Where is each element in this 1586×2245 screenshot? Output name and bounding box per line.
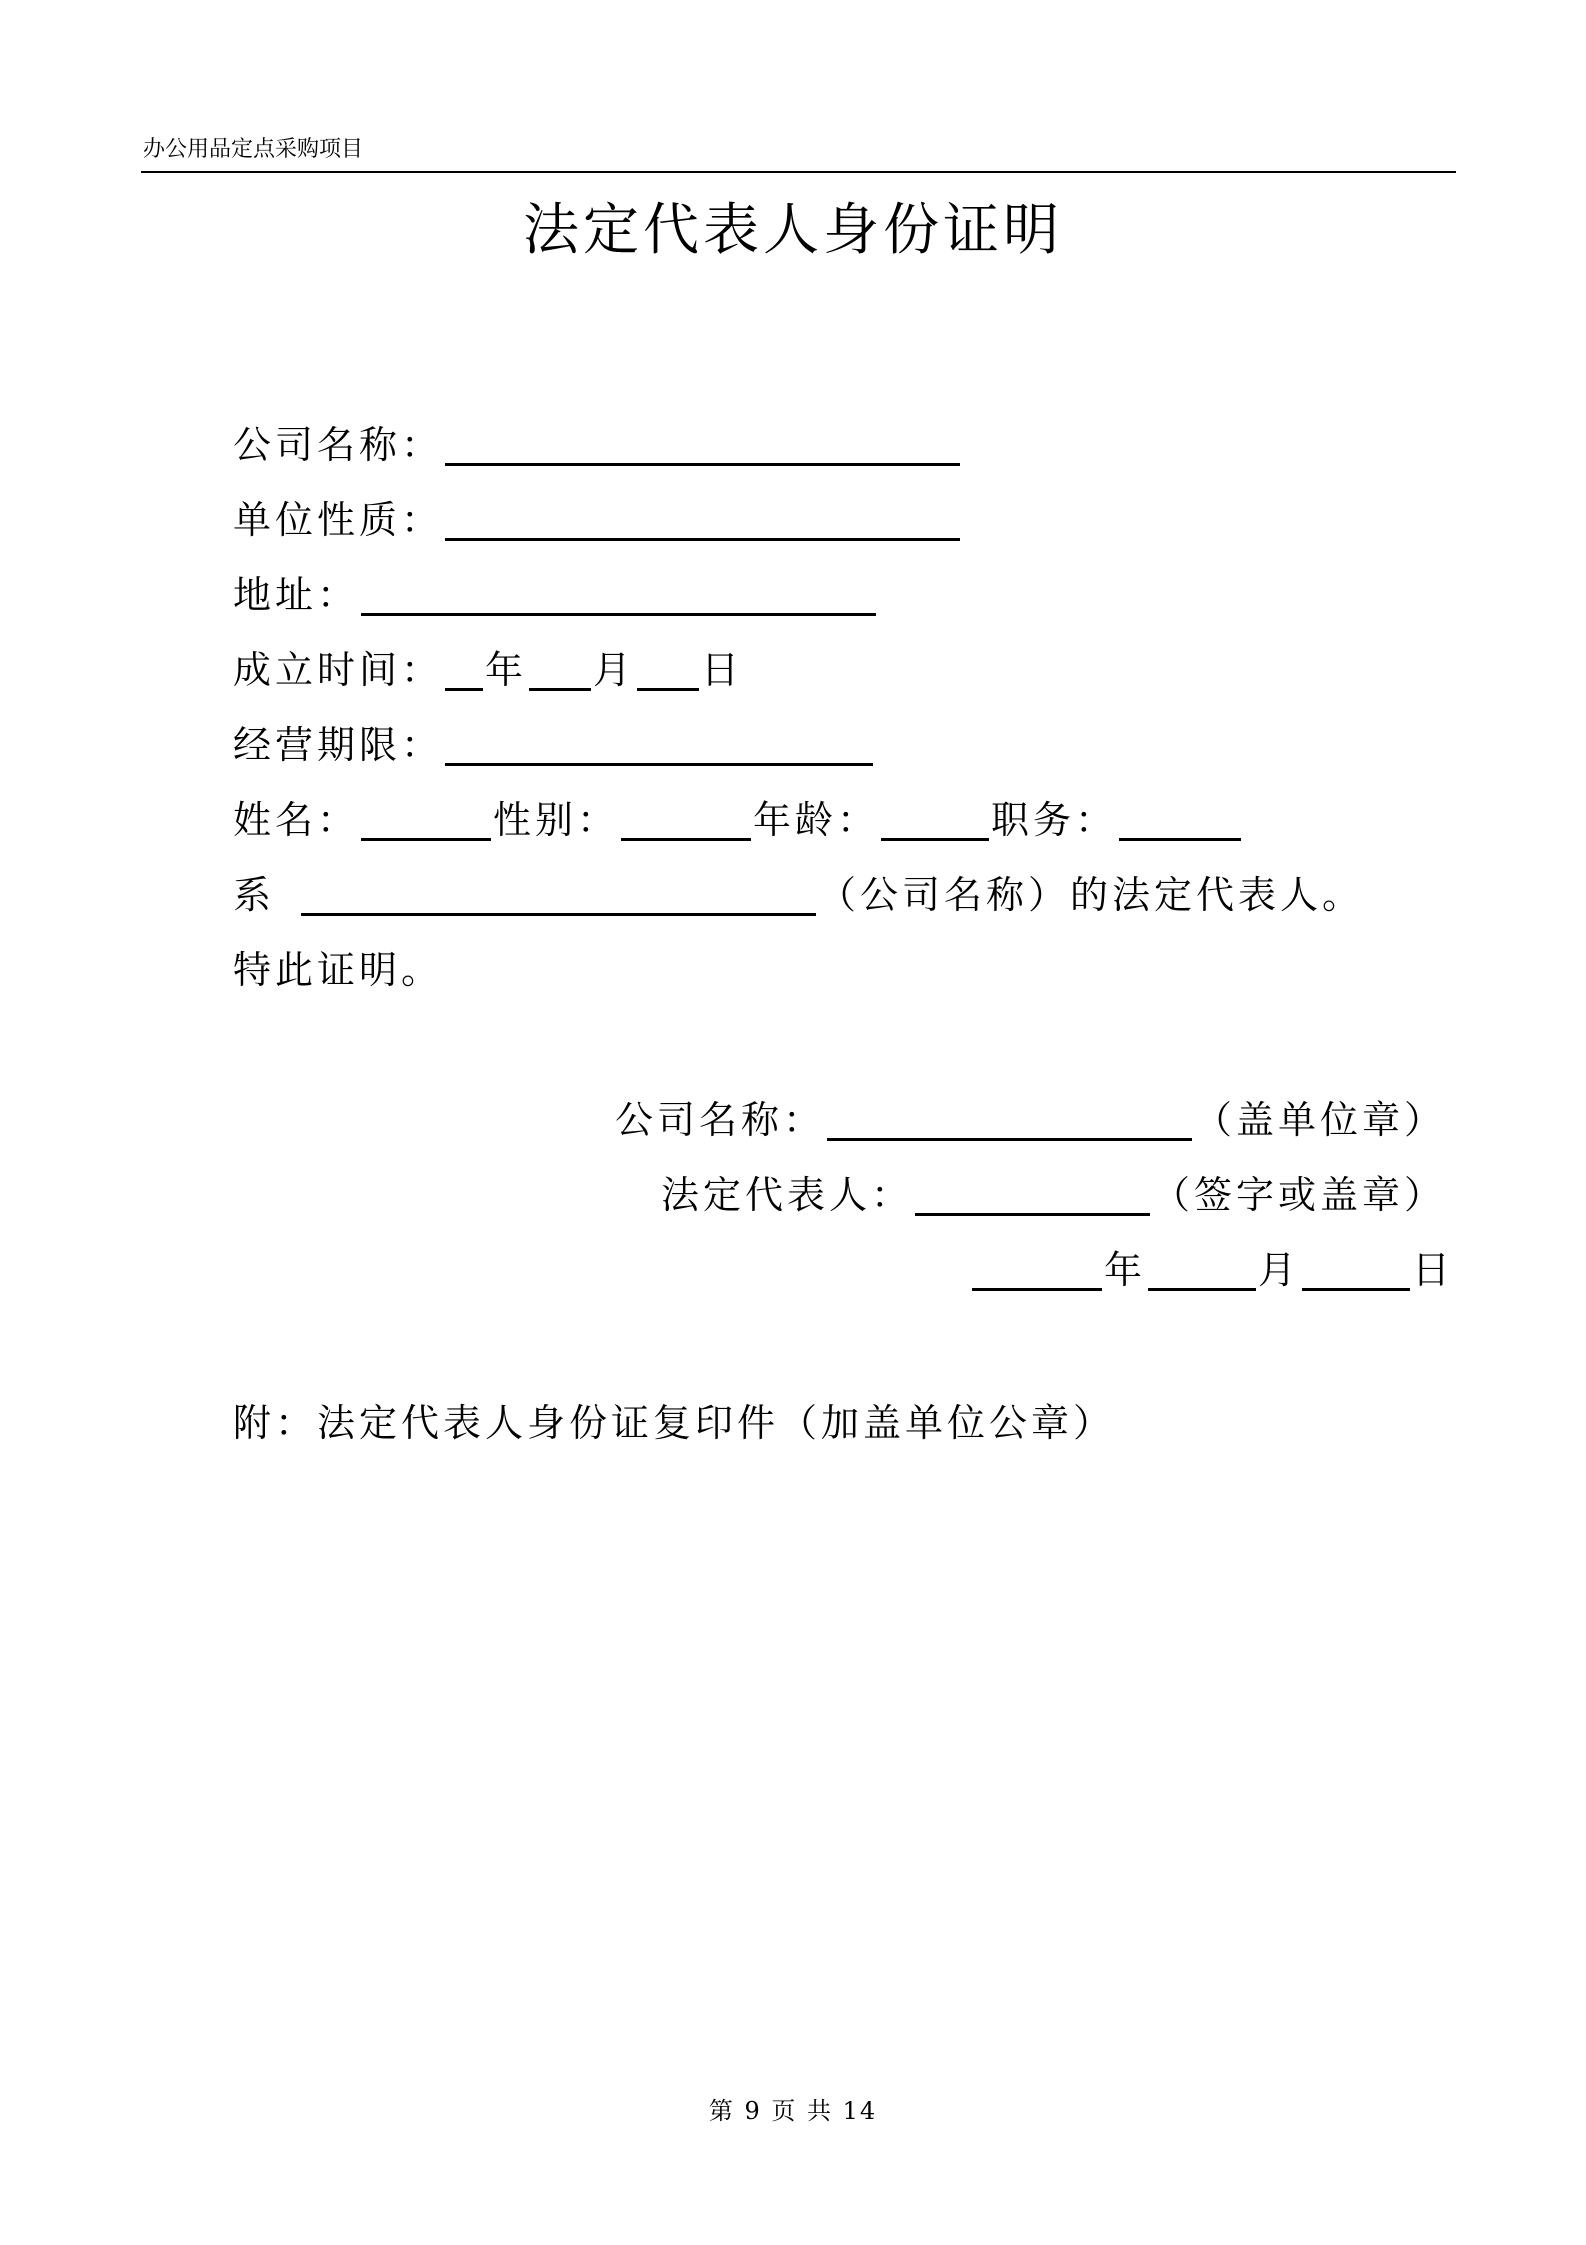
address-label: 地址： xyxy=(233,573,360,617)
age-label: 年龄： xyxy=(753,798,880,842)
established-year-unit: 年 xyxy=(485,648,528,692)
attachment-row xyxy=(233,1398,1115,1448)
signature-company-label: 公司名称： xyxy=(614,1098,825,1142)
represented-company-blank[interactable] xyxy=(301,873,816,916)
certify-row xyxy=(233,945,443,995)
established-day-blank[interactable] xyxy=(637,648,699,691)
address-row xyxy=(233,570,878,620)
established-year-blank[interactable] xyxy=(445,648,483,691)
signature-company-note: （盖单位章） xyxy=(1193,1098,1446,1142)
unit-nature-row xyxy=(233,495,962,545)
signature-day-unit: 日 xyxy=(1411,1248,1454,1292)
signature-rep-row xyxy=(661,1170,1446,1220)
signature-rep-label: 法定代表人： xyxy=(660,1173,913,1217)
is-prefix: 系 xyxy=(233,873,276,917)
position-blank[interactable] xyxy=(1119,798,1241,841)
established-month-blank[interactable] xyxy=(529,648,591,691)
representative-row xyxy=(233,870,1364,920)
page-number: 第 9 页 共 14 xyxy=(708,2097,878,2125)
age-blank[interactable] xyxy=(881,798,989,841)
signature-company-blank[interactable] xyxy=(827,1098,1192,1141)
established-month-unit: 月 xyxy=(593,648,636,692)
person-row xyxy=(233,795,1243,845)
unit-nature-blank[interactable] xyxy=(445,498,960,541)
company-name-blank[interactable] xyxy=(445,423,960,466)
position-label: 职务： xyxy=(991,798,1118,842)
established-label: 成立时间： xyxy=(233,648,444,692)
gender-blank[interactable] xyxy=(621,798,751,841)
established-row xyxy=(233,645,743,695)
address-blank[interactable] xyxy=(361,573,876,616)
signature-month-unit: 月 xyxy=(1257,1248,1300,1292)
term-blank[interactable] xyxy=(445,723,873,766)
signature-day-blank[interactable] xyxy=(1302,1248,1410,1291)
is-suffix: （公司名称）的法定代表人。 xyxy=(818,873,1365,917)
gender-label: 性别： xyxy=(493,798,620,842)
header-project-name: 办公用品定点采购项目 xyxy=(143,137,364,162)
signature-rep-note: （签字或盖章） xyxy=(1151,1173,1446,1217)
company-name-row xyxy=(233,420,962,470)
term-label: 经营期限： xyxy=(233,723,444,767)
document-title: 法定代表人身份证明 xyxy=(523,198,1063,263)
signature-year-blank[interactable] xyxy=(972,1248,1102,1291)
signature-company-row xyxy=(615,1095,1446,1145)
unit-nature-label: 单位性质： xyxy=(233,498,444,542)
signature-month-blank[interactable] xyxy=(1148,1248,1256,1291)
signature-rep-blank[interactable] xyxy=(915,1173,1150,1216)
signature-date-row xyxy=(970,1245,1454,1295)
attachment-text: 附：法定代表人身份证复印件（加盖单位公章） xyxy=(233,1401,1116,1445)
company-name-label: 公司名称： xyxy=(233,423,444,467)
name-blank[interactable] xyxy=(361,798,491,841)
name-label: 姓名： xyxy=(233,798,360,842)
certify-text: 特此证明。 xyxy=(233,948,444,992)
term-row xyxy=(233,720,875,770)
signature-year-unit: 年 xyxy=(1103,1248,1146,1292)
header-divider xyxy=(141,171,1456,173)
established-day-unit: 日 xyxy=(701,648,744,692)
